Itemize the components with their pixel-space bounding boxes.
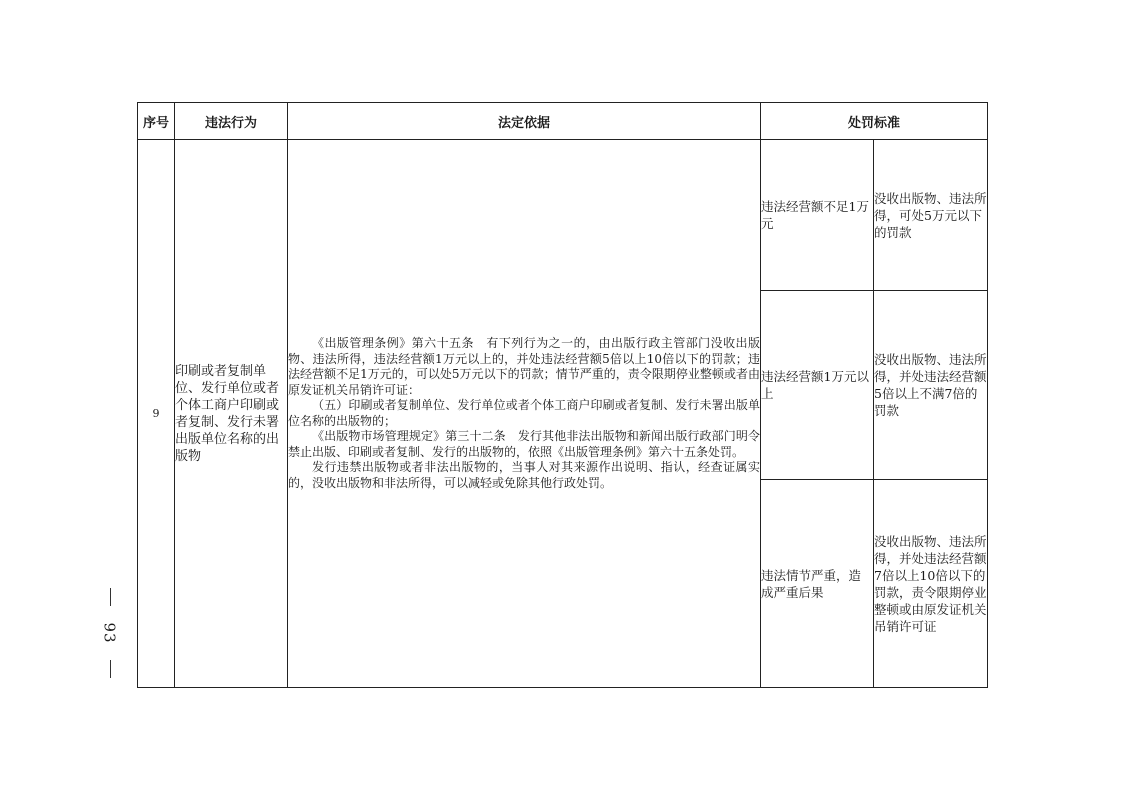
basis-paragraph: （五）印刷或者复制单位、发行单位或者个体工商户印刷或者复制、发行未署出版单位名称的出版物的； (288, 398, 760, 428)
page-number (95, 588, 125, 678)
header-basis: 法定依据 (288, 103, 761, 140)
seq-cell: 9 (138, 140, 175, 688)
penalty-cell: 没收出版物、违法所得，并处违法经营额5倍以上不满7倍的罚款 (874, 291, 988, 480)
page-number-text: 93 (101, 622, 119, 644)
basis-cell (288, 140, 761, 688)
header-seq: 序号 (138, 103, 175, 140)
penalty-table (137, 102, 988, 688)
table-row (138, 140, 988, 291)
header-behavior: 违法行为 (175, 103, 288, 140)
page-number-dash (110, 588, 111, 606)
basis-paragraph: 《出版管理条例》第六十五条 有下列行为之一的，由出版行政主管部门没收出版物、违法所得，违法经营额1万元以上的，并处违法经营额5倍以上10倍以下的罚款；违法经营额不足1万元的，可以处5万元以下的罚款；情节严重的，责令限期停业整顿或者由原发证机关吊销许可证： (288, 336, 760, 397)
header-row (138, 103, 988, 140)
condition-cell: 违法经营额1万元以上 (761, 291, 874, 480)
condition-cell: 违法情节严重，造成严重后果 (761, 480, 874, 688)
penalty-cell: 没收出版物、违法所得，可处5万元以下的罚款 (874, 140, 988, 291)
basis-paragraph: 《出版物市场管理规定》第三十二条 发行其他非法出版物和新闻出版行政部门明令禁止出版、印刷或者复制、发行的出版物的，依照《出版管理条例》第六十五条处罚。 (288, 429, 760, 459)
penalty-cell: 没收出版物、违法所得，并处违法经营额7倍以上10倍以下的罚款，责令限期停业整顿或由原发证机关吊销许可证 (874, 480, 988, 688)
basis-paragraph: 发行违禁出版物或者非法出版物的，当事人对其来源作出说明、指认，经查证属实的，没收出版物和非法所得，可以减轻或免除其他行政处罚。 (288, 460, 760, 490)
behavior-cell: 印刷或者复制单位、发行单位或者个体工商户印刷或者复制、发行未署出版单位名称的出版物 (175, 140, 288, 688)
page-number-dash (110, 660, 111, 678)
header-standard: 处罚标准 (761, 103, 988, 140)
condition-cell: 违法经营额不足1万元 (761, 140, 874, 291)
